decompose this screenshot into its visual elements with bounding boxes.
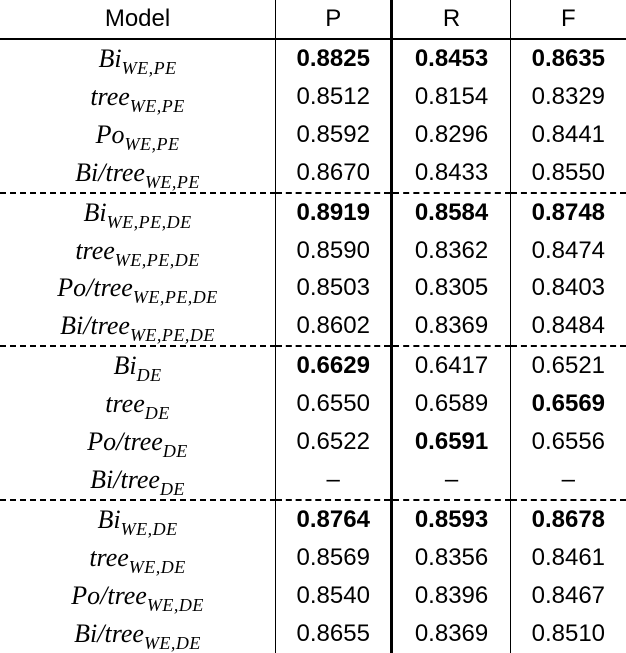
header-f: F (510, 0, 626, 39)
header-model: Model (0, 0, 276, 39)
value-f: 0.8441 (531, 120, 606, 148)
value-p: 0.8919 (276, 193, 392, 232)
model-name (0, 307, 276, 346)
value-r: 0.8433 (392, 154, 510, 193)
value-f: 0.8474 (531, 236, 606, 264)
value-f: 0.8329 (531, 82, 606, 110)
table-row (0, 116, 626, 154)
model-subscript: WE,DE (146, 594, 204, 615)
value-f: 0.8510 (531, 619, 606, 647)
value-f: 0.8403 (531, 274, 606, 302)
value-f: 0.8461 (531, 543, 606, 571)
value-p: 0.6550 (276, 385, 392, 423)
value-p: 0.6522 (276, 423, 392, 461)
value-p: 0.8590 (276, 232, 392, 270)
model-base: Bi/tree (60, 311, 130, 341)
model-subscript: DE (144, 403, 170, 424)
value-p: 0.8764 (276, 500, 392, 539)
model-subscript: WE,PE,DE (129, 325, 215, 346)
value-p: 0.8825 (276, 39, 392, 78)
value-p: 0.8592 (276, 116, 392, 154)
value-r: 0.8584 (392, 193, 510, 232)
model-name (0, 232, 276, 270)
model-base: Po/tree (57, 273, 133, 303)
model-base: tree (90, 81, 130, 111)
model-base: tree (105, 389, 145, 419)
model-name (0, 39, 276, 78)
model-name (0, 269, 276, 307)
table-row (0, 154, 626, 193)
model-name (0, 577, 276, 615)
model-name (0, 78, 276, 116)
model-name (0, 615, 276, 653)
model-base: Bi (98, 44, 122, 73)
model-base: Bi (97, 504, 121, 534)
model-subscript: DE (162, 441, 188, 462)
value-r: – (392, 461, 510, 500)
model-base: Bi/tree (75, 157, 145, 187)
value-r: 0.8305 (392, 269, 510, 307)
value-f: 0.8635 (531, 45, 606, 72)
table-row (0, 385, 626, 423)
table-row (0, 500, 626, 539)
table-row (0, 577, 626, 615)
model-name (0, 539, 276, 577)
value-p: 0.8540 (276, 577, 392, 615)
value-f: 0.6556 (531, 428, 606, 456)
header-row (0, 0, 626, 39)
value-f: 0.8550 (531, 158, 606, 186)
value-f: 0.8467 (531, 581, 606, 609)
model-name (0, 500, 276, 539)
table-row (0, 269, 626, 307)
table-body (0, 39, 626, 653)
model-subscript: WE,PE,DE (114, 249, 200, 270)
table-row (0, 461, 626, 500)
model-subscript: WE,PE (129, 95, 185, 116)
table-row (0, 39, 626, 78)
table-row (0, 307, 626, 346)
model-subscript: WE,DE (143, 632, 201, 653)
model-subscript: WE,PE,DE (106, 211, 192, 232)
model-name (0, 385, 276, 423)
table-row (0, 78, 626, 116)
value-f: 0.8748 (510, 193, 626, 232)
value-f: 0.8484 (531, 312, 606, 340)
value-r: 0.8362 (392, 232, 510, 270)
model-subscript: WE,DE (128, 556, 186, 577)
model-subscript: WE,PE (121, 58, 177, 78)
value-f: 0.6521 (510, 346, 626, 385)
model-subscript: WE,PE (144, 171, 200, 192)
model-base: Bi/tree (74, 618, 144, 648)
value-r: 0.6591 (392, 423, 510, 461)
model-subscript: DE (159, 478, 185, 499)
value-f: 0.8678 (510, 500, 626, 539)
model-name (0, 423, 276, 461)
value-r: 0.8453 (392, 39, 510, 78)
value-p: 0.8512 (276, 78, 392, 116)
model-base: Po/tree (71, 580, 147, 610)
value-p: 0.8569 (276, 539, 392, 577)
model-base: Po/tree (87, 427, 163, 457)
model-base: Bi/tree (90, 464, 160, 494)
table-row (0, 539, 626, 577)
model-name (0, 193, 276, 232)
model-base: tree (89, 542, 129, 572)
table-row (0, 423, 626, 461)
value-r: 0.8369 (392, 307, 510, 346)
value-r: 0.8356 (392, 539, 510, 577)
value-f: – (561, 465, 576, 493)
value-p: 0.8503 (276, 269, 392, 307)
value-p: 0.8602 (276, 307, 392, 346)
value-r: 0.8154 (392, 78, 510, 116)
table-row (0, 615, 626, 653)
table-row (0, 346, 626, 385)
value-f: 0.6569 (531, 390, 606, 418)
value-p: 0.8655 (276, 615, 392, 653)
value-r: 0.6589 (392, 385, 510, 423)
value-p: 0.8670 (276, 154, 392, 193)
model-name (0, 346, 276, 385)
header-r: R (392, 0, 510, 39)
table-row (0, 232, 626, 270)
value-p: 0.6629 (276, 346, 392, 385)
value-r: 0.6417 (392, 346, 510, 385)
value-r: 0.8296 (392, 116, 510, 154)
model-name (0, 116, 276, 154)
model-subscript: DE (136, 365, 162, 386)
value-r: 0.8369 (392, 615, 510, 653)
model-base: tree (75, 235, 115, 265)
model-subscript: WE,DE (120, 518, 178, 539)
value-r: 0.8396 (392, 577, 510, 615)
model-base: Bi (113, 351, 137, 381)
model-name (0, 154, 276, 193)
model-name (0, 461, 276, 500)
model-subscript: WE,PE (124, 133, 180, 154)
header-p: P (276, 0, 392, 39)
value-r: 0.8593 (392, 500, 510, 539)
value-p: – (276, 461, 392, 500)
model-base: Po (95, 119, 125, 149)
model-base: Bi (83, 197, 107, 227)
table-row (0, 193, 626, 232)
model-subscript: WE,PE,DE (132, 287, 218, 308)
